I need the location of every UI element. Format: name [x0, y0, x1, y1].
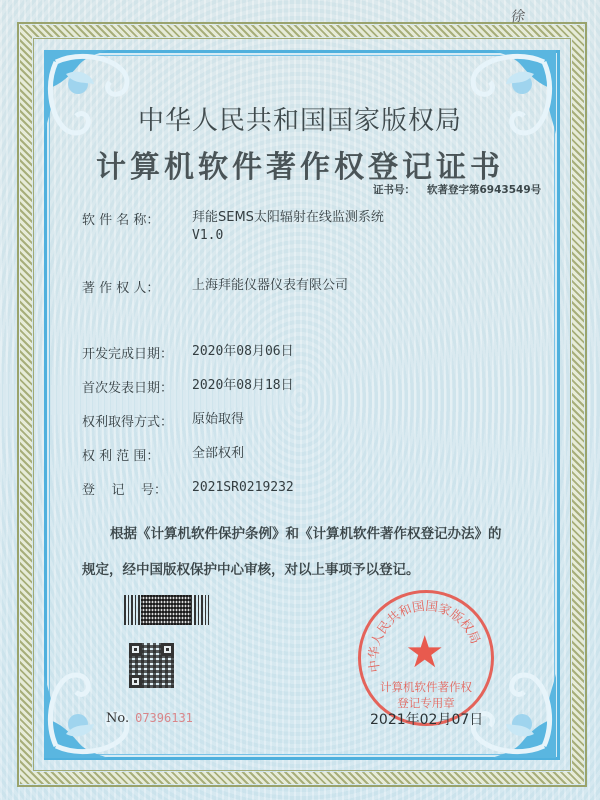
seal-line-2: 登记专用章 [397, 696, 455, 710]
official-seal [358, 590, 494, 726]
certificate-number [373, 182, 541, 197]
field-development-date [82, 343, 294, 362]
field-value: 上海拜能仪器仪表有限公司 [192, 278, 349, 293]
field-registration-number [82, 479, 294, 498]
serial-number-value: 07396131 [135, 711, 193, 725]
serial-number [106, 711, 193, 726]
field-label: 著 作 权 人： [82, 281, 160, 296]
certificate-number-value: 软著登字第6943549号 [427, 184, 542, 196]
field-label: 权 利 范 围： [82, 449, 160, 464]
field-acquisition-method [82, 411, 244, 430]
star-icon: ★ [405, 627, 445, 678]
svg-text:中华人民共和国国家版权局: 中华人民共和国国家版权局 [365, 597, 484, 674]
field-value: 原始取得 [192, 412, 245, 427]
field-value: 2020年08月18日 [192, 378, 294, 393]
field-label: 登 记 号： [82, 483, 168, 498]
qr-code [129, 643, 174, 688]
field-publication-date [82, 377, 294, 396]
field-software-name [82, 209, 384, 245]
seal-line-1: 计算机软件著作权 [380, 680, 472, 694]
certificate-number-label: 证书号： [373, 184, 415, 196]
barcode [124, 595, 209, 625]
software-version-value: V1.0 [192, 228, 224, 243]
field-value: 全部权利 [192, 446, 245, 461]
handwritten-signature: 徐 [509, 8, 525, 26]
field-value: 2021SR0219232 [192, 480, 294, 495]
statement-line-2: 规定，经中国版权保护中心审核，对以上事项予以登记。 [82, 562, 420, 578]
field-rights-scope [82, 445, 244, 464]
serial-prefix: No. [106, 711, 130, 726]
field-label: 开发完成日期： [82, 347, 174, 362]
field-value [192, 209, 384, 245]
registration-statement [82, 516, 552, 588]
software-name-value: 拜能SEMS太阳辐射在线监测系统 [192, 210, 384, 225]
issuing-agency: 中华人民共和国国家版权局 [137, 106, 462, 136]
field-value: 2020年08月06日 [192, 344, 294, 359]
statement-line-1: 根据《计算机软件保护条例》和《计算机软件著作权登记办法》的 [110, 526, 502, 542]
field-copyright-owner [82, 277, 348, 296]
issue-date: 2021年02月07日 [370, 712, 484, 728]
field-label: 权利取得方式： [82, 415, 174, 430]
field-label: 首次发表日期： [82, 381, 174, 396]
certificate-title: 计算机软件著作权登记证书 [96, 150, 504, 185]
field-label: 软 件 名 称： [82, 213, 160, 228]
